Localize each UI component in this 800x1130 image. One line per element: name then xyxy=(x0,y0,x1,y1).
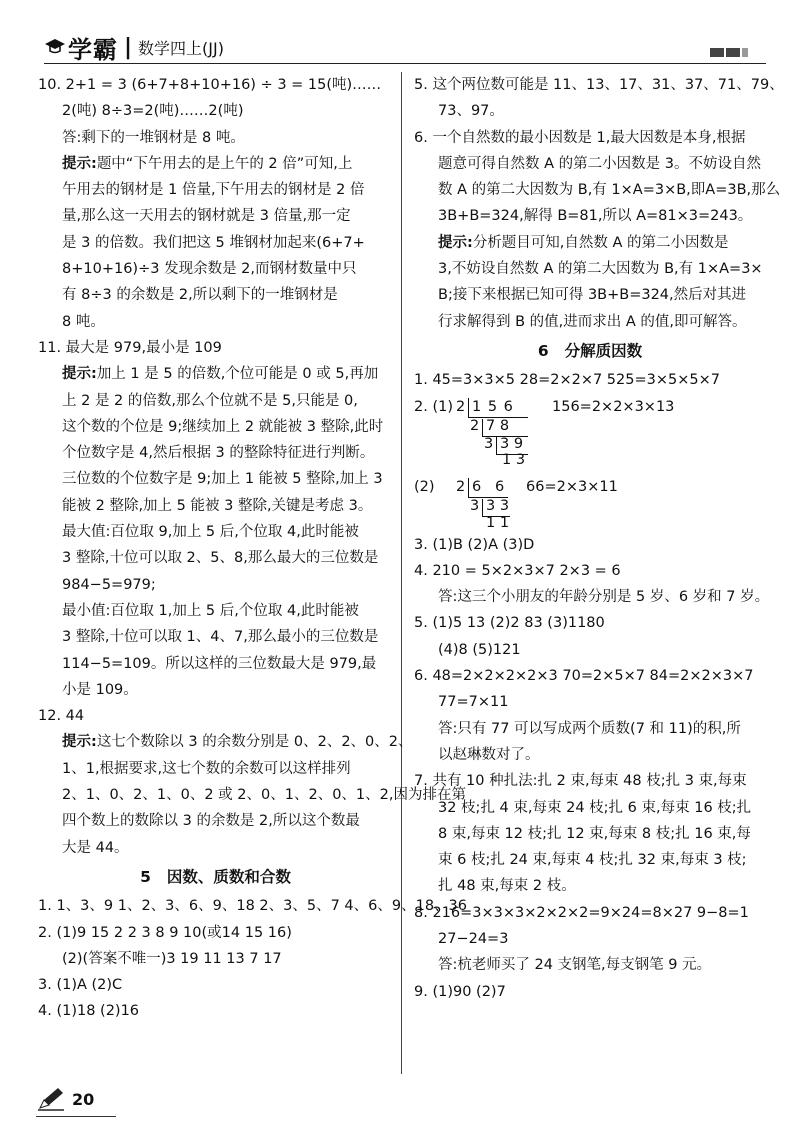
hint-11-line: 984−5=979; xyxy=(62,576,156,593)
hint-10-line: 量,那么这一天用去的钢材就是 3 倍量,那一定 xyxy=(62,208,351,225)
ladder-divisor: 2 xyxy=(470,417,480,434)
s6-answer: 8. 216=3×3×3×2×2×2=9×24=8×27 9−8=1 xyxy=(414,904,749,921)
hint-11-line: 个位数字是 4,然后根据 3 的整除特征进行判断。 xyxy=(62,445,375,462)
s6-answer: (4)8 (5)121 xyxy=(438,641,521,658)
hint-11-line: 3 整除,十位可以取 1、4、7,那么最小的三位数是 xyxy=(62,629,379,646)
header-rule xyxy=(44,63,766,64)
s6-answer: 9. (1)90 (2)7 xyxy=(414,983,506,1000)
hint-12-line: 2、1、0、2、1、0、2 或 2、0、1、2、0、1、2,因为排在第 xyxy=(62,787,466,804)
hint-label: 提示: xyxy=(438,234,473,251)
hint-11-line: 最大值:百位取 9,加上 5 后,个位取 4,此时能被 xyxy=(62,524,359,541)
hint-10-line: 8 吨。 xyxy=(62,313,105,330)
answer-10-line3: 答:剩下的一堆钢材是 8 吨。 xyxy=(62,129,245,146)
logo-text: 学霸 xyxy=(68,35,118,64)
section-6-heading xyxy=(414,338,766,364)
hint-6-line1 xyxy=(414,230,766,256)
column-divider xyxy=(401,72,402,1074)
answer-10-line1: 10. 2+1 = 3 (6+7+8+10+16) ÷ 3 = 15(吨)…… xyxy=(38,77,382,93)
hint-label: 提示: xyxy=(62,155,97,172)
s6-answer: 32 枝;扎 4 束,每束 24 枝;扎 6 束,每束 16 枝;扎 xyxy=(438,799,752,816)
s6-answer: 27−24=3 xyxy=(438,931,509,948)
hint-11-line: 3 整除,十位可以取 2、5、8,那么最大的三位数是 xyxy=(62,550,379,567)
hint-label: 提示: xyxy=(62,366,97,383)
ladder-number: 3 3 xyxy=(486,497,510,514)
hint-11-line1 xyxy=(38,361,393,387)
s6-answer-1: 1. 45=3×3×5 28=2×2×7 525=3×5×5×7 xyxy=(414,372,720,389)
s6-answer: 6. 48=2×2×2×2×3 70=2×5×7 84=2×2×3×7 xyxy=(414,668,754,685)
header-decoration xyxy=(710,48,748,57)
s5-answer: 2. (1)9 15 2 2 3 8 9 10(或14 15 16) xyxy=(38,924,292,941)
ladder-number: 3 9 xyxy=(500,435,524,452)
hint-12-line: 四个数上的数除以 3 的余数是 2,所以这个数最 xyxy=(62,813,360,830)
hint-11-line: 三位数的个位数字是 9;加上 1 能被 5 整除,加上 3 xyxy=(62,471,383,488)
s6-answer: 以赵琳数对了。 xyxy=(438,746,540,763)
answer-5-line2: 73、97。 xyxy=(438,103,504,120)
answer-5: 5. 这个两位数可能是 11、13、17、31、37、71、79、 xyxy=(414,77,784,93)
hint-10-line1 xyxy=(38,151,393,177)
s6-answer: 答:这三个小朋友的年龄分别是 5 岁、6 岁和 7 岁。 xyxy=(438,589,770,606)
hint-11-line: 最小值:百位取 1,加上 5 后,个位取 4,此时能被 xyxy=(62,602,359,619)
ladder-number: 1 5 6 xyxy=(472,398,514,415)
hint-label: 提示: xyxy=(62,734,97,751)
header-separator: | xyxy=(124,34,133,60)
book-title: 数学四上(JJ) xyxy=(138,38,224,58)
ladder-result: 156=2×2×3×13 xyxy=(552,398,675,415)
ladder-divisor: 2 xyxy=(456,478,466,495)
section-5-heading xyxy=(38,864,393,890)
factor-ladder-66 xyxy=(414,474,766,532)
hint-10-line: 有 8÷3 的余数是 2,所以剩下的一堆钢材是 xyxy=(62,287,338,304)
ladder-label: (2) xyxy=(414,478,435,495)
hint-text: 加上 1 是 5 的倍数,个位可能是 0 或 5,再加 xyxy=(96,366,379,383)
s5-answer: (2)(答案不唯一)3 19 11 13 7 17 xyxy=(62,950,282,967)
section-title: 因数、质数和合数 xyxy=(166,867,291,886)
graduation-cap-icon xyxy=(44,36,66,58)
right-column xyxy=(414,72,784,1005)
s5-answer: 1. 1、3、9 1、2、3、6、9、18 2、3、5、7 4、6、9、18、36 xyxy=(38,898,468,915)
pencil-icon xyxy=(36,1086,66,1112)
ladder-label: 2. (1) xyxy=(414,398,453,415)
hint-12-line1 xyxy=(38,729,413,755)
factor-ladder-156 xyxy=(414,394,766,468)
hint-10-line: 午用去的钢材是 1 倍量,下午用去的钢材是 2 倍 xyxy=(62,182,365,199)
brand-logo xyxy=(44,30,224,64)
ladder-divisor: 3 xyxy=(470,497,480,514)
s6-answer: 3. (1)B (2)A (3)D xyxy=(414,536,535,553)
answer-12: 12. 44 xyxy=(38,708,85,725)
s6-answer: 8 束,每束 12 枝;扎 12 束,每束 8 枝;扎 16 束,每 xyxy=(438,825,751,842)
s6-answer: 7. 共有 10 种扎法:扎 2 束,每束 48 枝;扎 3 束,每束 xyxy=(414,773,747,790)
ladder-quotient: 1 1 xyxy=(486,514,510,531)
hint-text: 分析题目可知,自然数 A 的第二小因数是 xyxy=(472,234,729,251)
s6-answer: 答:只有 77 可以写成两个质数(7 和 11)的积,所 xyxy=(438,720,741,737)
ladder-bar xyxy=(482,419,483,437)
hint-6-line: B;接下来根据已知可得 3B+B=324,然后对其进 xyxy=(438,287,747,304)
s6-answer: 扎 48 束,每束 2 枝。 xyxy=(438,878,576,895)
hint-11-line: 这个数的个位是 9;继续加上 2 就能被 3 整除,此时 xyxy=(62,418,384,435)
s5-answer: 4. (1)18 (2)16 xyxy=(38,1003,140,1020)
ladder-number: 7 8 xyxy=(486,417,510,434)
hint-11-line: 能被 2 整除,加上 5 能被 3 整除,关键是考虑 3。 xyxy=(62,497,373,514)
answer-10-line2: 2(吨) 8÷3=2(吨)……2(吨) xyxy=(62,103,244,120)
ladder-divisor: 3 xyxy=(484,435,494,452)
ladder-bar xyxy=(482,499,483,517)
s6-answer: 束 6 枝;扎 24 束,每束 4 枝;扎 32 束,每束 3 枝; xyxy=(438,852,747,869)
ladder-divisor: 2 xyxy=(456,398,466,415)
s6-answer: 5. (1)5 13 (2)2 83 (3)1180 xyxy=(414,615,605,632)
hint-12-line: 1、1,根据要求,这七个数的余数可以这样排列 xyxy=(62,760,351,777)
ladder-bar xyxy=(468,478,469,498)
hint-11-line: 114−5=109。所以这样的三位数最大是 979,最 xyxy=(62,655,377,672)
hint-12-line: 大是 44。 xyxy=(62,839,129,856)
page-footer xyxy=(36,1082,126,1122)
answer-11: 11. 最大是 979,最小是 109 xyxy=(38,339,222,356)
hint-6-line: 行求解得到 B 的值,进而求出 A 的值,即可解答。 xyxy=(438,313,747,330)
hint-6-line: 3,不妨设自然数 A 的第二大因数为 B,有 1×A=3× xyxy=(438,261,763,278)
ladder-bar xyxy=(496,437,497,455)
hint-10-line: 是 3 的倍数。我们把这 5 堆钢材加起来(6+7+ xyxy=(62,234,365,251)
ladder-quotient: 1 3 xyxy=(502,451,526,468)
answer-6-line: 题意可得自然数 A 的第二小因数是 3。不妨设自然 xyxy=(438,155,761,172)
hint-11-line: 上 2 是 2 的倍数,那么个位就不是 5,只能是 0, xyxy=(62,392,358,409)
ladder-number: 6 6 xyxy=(472,478,505,495)
hint-10-line: 8+10+16)÷3 发现余数是 2,而钢材数量中只 xyxy=(62,261,357,278)
page-number: 20 xyxy=(72,1090,95,1109)
section-number: 6 xyxy=(537,341,549,360)
answer-6-line: 数 A 的第二大因数为 B,有 1×A=3×B,即A=3B,那么 xyxy=(438,182,781,199)
answer-6-line: 3B+B=324,解得 B=81,所以 A=81×3=243。 xyxy=(438,208,753,225)
s6-answer: 77=7×11 xyxy=(438,694,509,711)
ladder-result: 66=2×3×11 xyxy=(526,478,618,495)
page-header xyxy=(0,0,800,66)
hint-11-line: 小是 109。 xyxy=(62,681,138,698)
answer-6: 6. 一个自然数的最小因数是 1,最大因数是本身,根据 xyxy=(414,129,746,146)
s6-answer: 答:杭老师买了 24 支钢笔,每支钢笔 9 元。 xyxy=(438,957,712,974)
s6-answer: 4. 210 = 5×2×3×7 2×3 = 6 xyxy=(414,562,621,579)
s5-answer: 3. (1)A (2)C xyxy=(38,977,123,994)
hint-text: 这七个数除以 3 的余数分别是 0、2、2、0、2、 xyxy=(96,734,413,751)
footer-rule xyxy=(36,1116,116,1117)
section-number: 5 xyxy=(140,867,151,886)
hint-text: 题中“下午用去的是上午的 2 倍”可知,上 xyxy=(96,155,353,172)
ladder-bar xyxy=(468,398,469,418)
section-title: 分解质因数 xyxy=(564,341,643,360)
